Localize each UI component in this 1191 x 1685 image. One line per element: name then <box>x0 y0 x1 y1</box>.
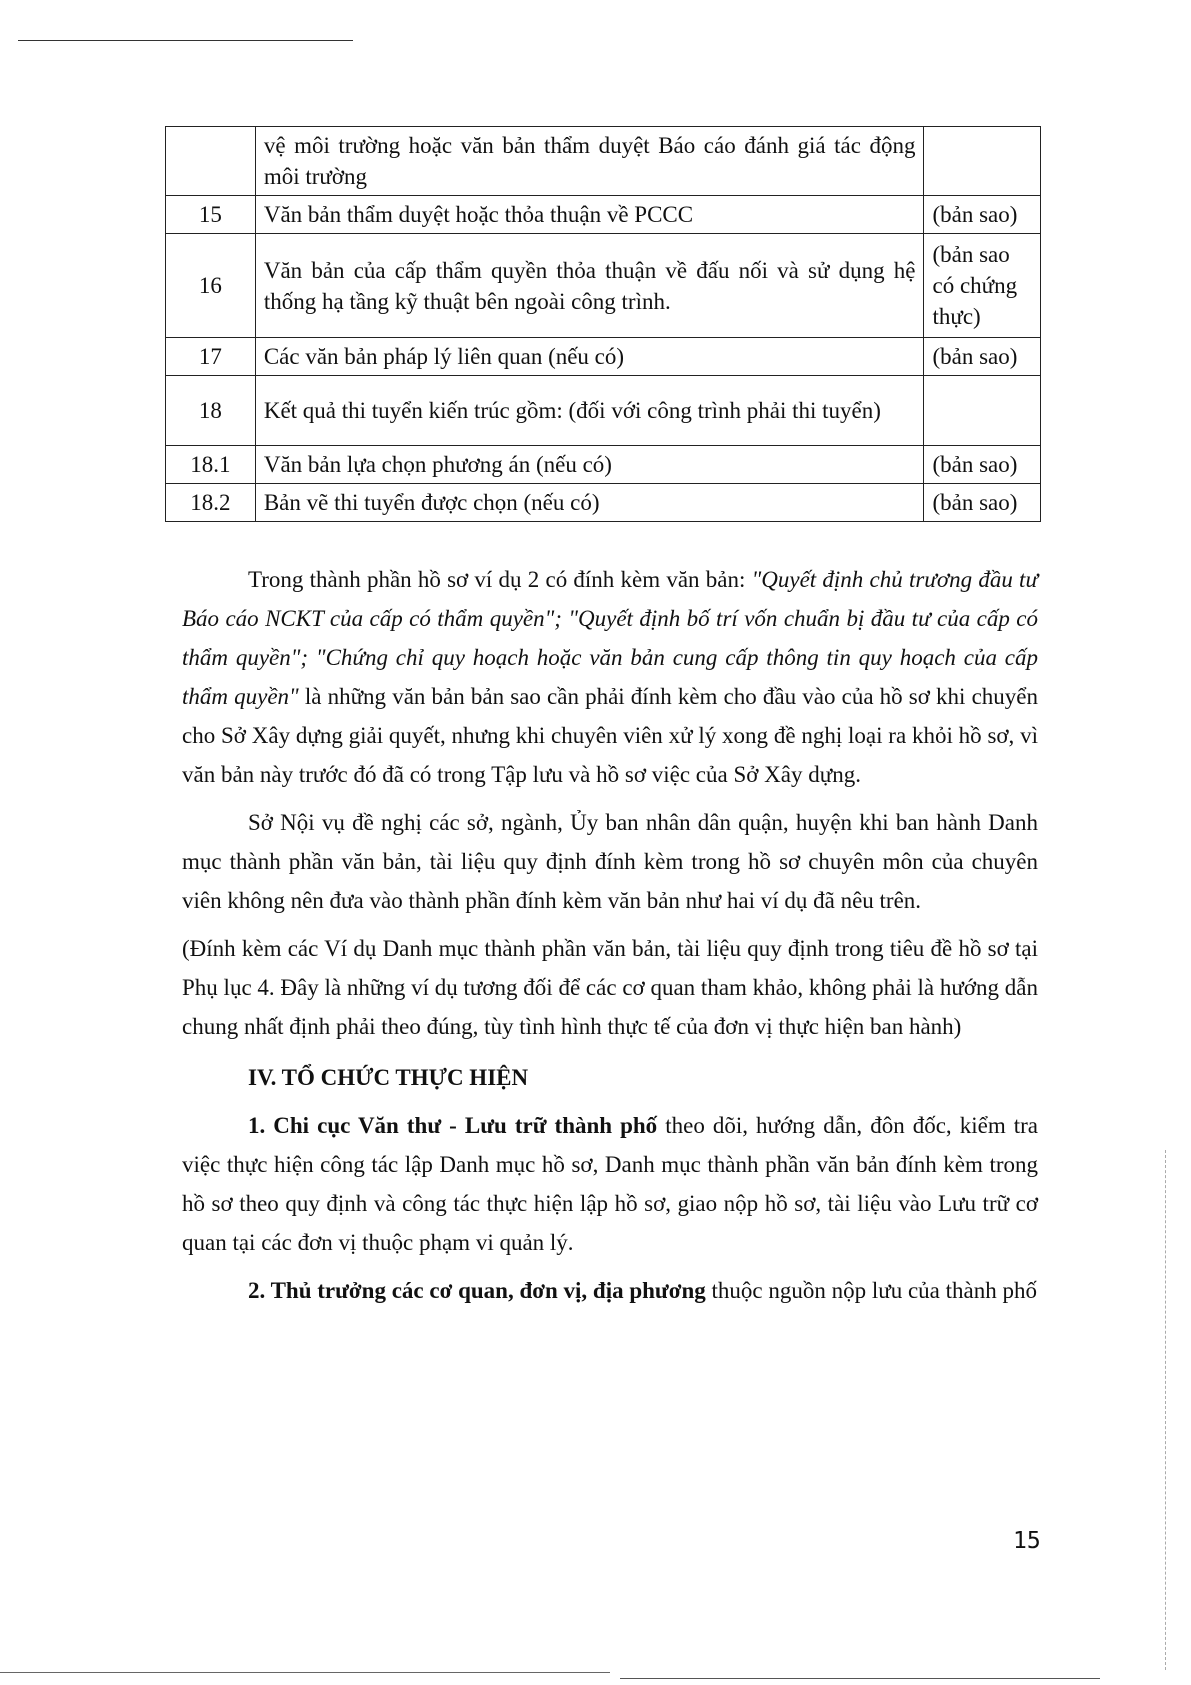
row-description: Văn bản lựa chọn phương án (nếu có) <box>255 446 924 484</box>
row-number: 18.1 <box>166 446 256 484</box>
row-note: (bản sao) <box>924 484 1041 522</box>
row-number: 17 <box>166 338 256 376</box>
page-number: 15 <box>1013 1528 1041 1554</box>
row-description: vệ môi trường hoặc văn bản thẩm duyệt Báo cáo đánh giá tác động môi trường <box>255 127 924 196</box>
item-text: thuộc nguồn nộp lưu của thành phố <box>705 1278 1037 1303</box>
row-number: 16 <box>166 234 256 338</box>
row-description: Bản vẽ thi tuyển được chọn (nếu có) <box>255 484 924 522</box>
paragraph-item-2 <box>182 1271 1038 1310</box>
table-row <box>166 446 1041 484</box>
row-description: Văn bản thẩm duyệt hoặc thỏa thuận về PCCC <box>255 196 924 234</box>
bottom-left-rule <box>0 1672 610 1673</box>
bottom-right-rule <box>620 1678 1100 1679</box>
row-number: 18 <box>166 376 256 446</box>
table-row <box>166 196 1041 234</box>
row-note: (bản sao có chứng thực) <box>924 234 1041 338</box>
paragraph-item-1 <box>182 1106 1038 1262</box>
section-heading: IV. TỔ CHỨC THỰC HIỆN <box>248 1065 529 1090</box>
row-note <box>924 127 1041 196</box>
top-rule <box>18 40 353 41</box>
row-number: 15 <box>166 196 256 234</box>
row-note: (bản sao) <box>924 196 1041 234</box>
paragraph-appendix-note: (Đính kèm các Ví dụ Danh mục thành phần văn bản, tài liệu quy định trong tiêu đề hồ sơ tại Phụ lục 4. Đây là những ví dụ tương đối để các cơ quan tham khảo, không phải là hướng dẫn chung nhất định phải theo đúng, tùy tình hình thực tế của đơn vị thực hiện ban hành) <box>182 936 1038 1039</box>
row-note: (bản sao) <box>924 338 1041 376</box>
row-note: (bản sao) <box>924 446 1041 484</box>
table-row <box>166 376 1041 446</box>
paragraph-recommendation: Sở Nội vụ đề nghị các sở, ngành, Ủy ban nhân dân quận, huyện khi ban hành Danh mục thành phần văn bản, tài liệu quy định đính kèm trong hồ sơ chuyên môn của chuyên viên không nên đưa vào thành phần đính kèm văn bản như hai ví dụ đã nêu trên. <box>182 810 1038 913</box>
row-note <box>924 376 1041 446</box>
row-description: Văn bản của cấp thẩm quyền thỏa thuận về đấu nối và sử dụng hệ thống hạ tầng kỹ thuật bên ngoài công trình. <box>255 234 924 338</box>
item-text: theo dõi, hướng dẫn, đôn đốc, kiểm tra việc thực hiện công tác lập Danh mục hồ sơ, Danh mục thành phần văn bản đính kèm trong hồ sơ theo quy định và công tác thực hiện lập hồ sơ, giao nộp hồ sơ, tài liệu vào Lưu trữ cơ quan tại các đơn vị thuộc phạm vi quản lý. <box>182 1113 1038 1255</box>
table-row <box>166 484 1041 522</box>
table-row <box>166 127 1041 196</box>
table-row <box>166 234 1041 338</box>
document-body <box>182 560 1038 1310</box>
row-number: 18.2 <box>166 484 256 522</box>
document-table <box>165 126 1041 522</box>
row-description: Kết quả thi tuyển kiến trúc gồm: (đối với công trình phải thi tuyển) <box>255 376 924 446</box>
quoted-documents: "Quyết định chủ trương đầu tư Báo cáo NCKT của cấp có thẩm quyền"; "Quyết định bố trí vốn chuẩn bị đầu tư của cấp có thẩm quyền"; "Chứng chỉ quy hoạch hoặc văn bản cung cấp thông tin quy hoạch của cấp thẩm quyền" <box>182 567 1038 709</box>
scan-edge-line <box>1165 1150 1166 1670</box>
item-title: 1. Chi cục Văn thư - Lưu trữ thành phố <box>248 1113 658 1138</box>
paragraph-text: là những văn bản bản sao cần phải đính kèm cho đầu vào của hồ sơ khi chuyển cho Sở Xây dựng giải quyết, nhưng khi chuyên viên xử lý xong đề nghị loại ra khỏi hồ sơ, vì văn bản này trước đó đã có trong Tập lưu và hồ sơ việc của Sở Xây dựng. <box>182 684 1038 787</box>
paragraph-example-2 <box>182 560 1038 794</box>
item-title: 2. Thủ trưởng các cơ quan, đơn vị, địa phương <box>248 1278 706 1303</box>
table-row <box>166 338 1041 376</box>
row-number <box>166 127 256 196</box>
row-description: Các văn bản pháp lý liên quan (nếu có) <box>255 338 924 376</box>
paragraph-text: Trong thành phần hồ sơ ví dụ 2 có đính kèm văn bản: <box>248 567 752 592</box>
